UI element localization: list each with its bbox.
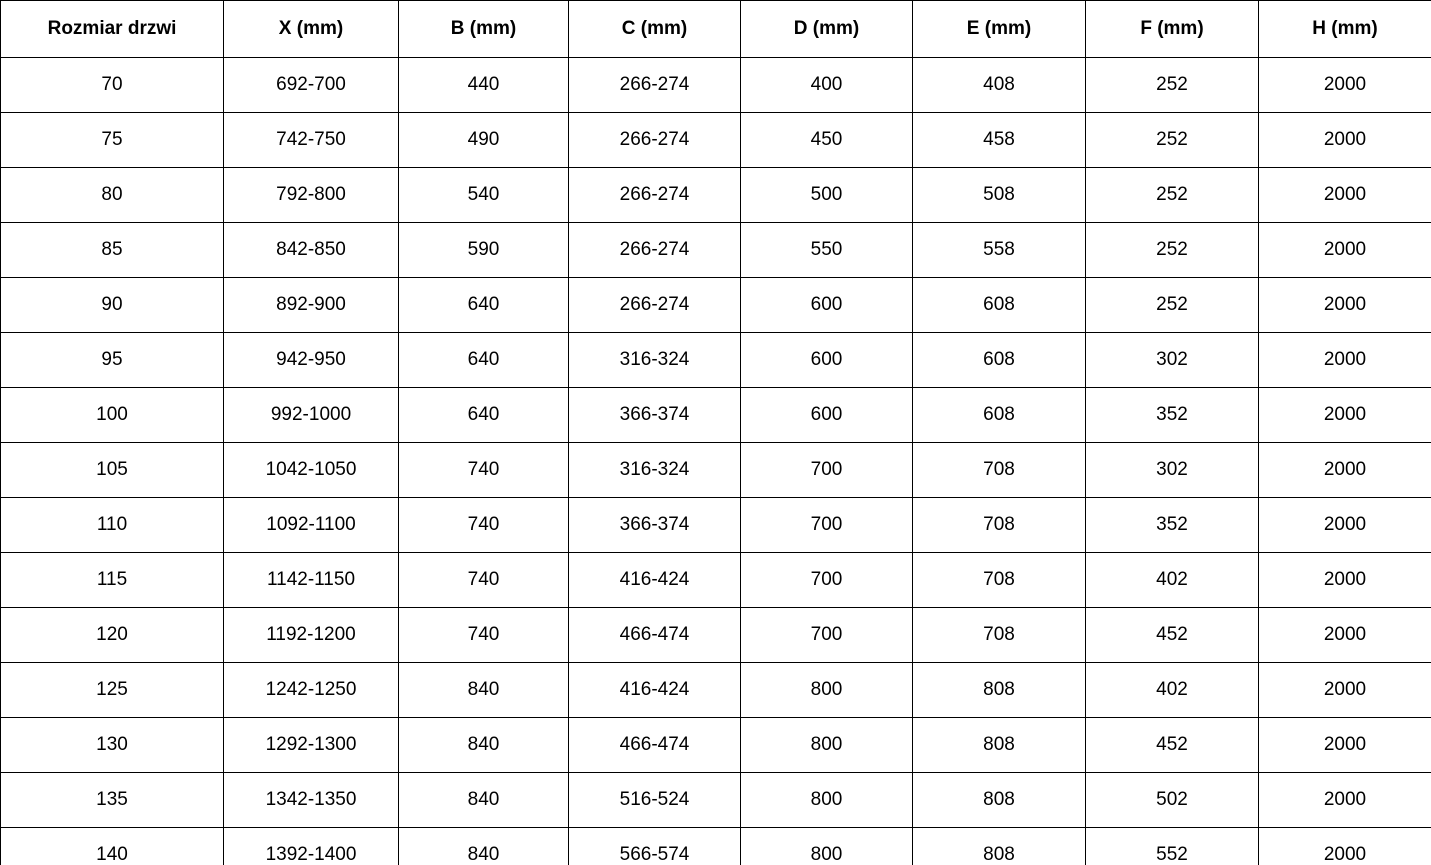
cell-e: 708 bbox=[913, 553, 1086, 608]
cell-door-size: 120 bbox=[1, 608, 224, 663]
cell-door-size: 70 bbox=[1, 58, 224, 113]
cell-c: 466-474 bbox=[569, 718, 741, 773]
cell-door-size: 90 bbox=[1, 278, 224, 333]
cell-h: 2000 bbox=[1259, 58, 1431, 113]
table-header-row bbox=[1, 1, 1431, 58]
table-row bbox=[1, 553, 1431, 608]
cell-b: 740 bbox=[399, 443, 569, 498]
cell-d: 450 bbox=[741, 113, 913, 168]
cell-f: 302 bbox=[1086, 333, 1259, 388]
cell-f: 452 bbox=[1086, 718, 1259, 773]
column-header-f: F (mm) bbox=[1086, 1, 1259, 58]
cell-door-size: 135 bbox=[1, 773, 224, 828]
cell-b: 840 bbox=[399, 718, 569, 773]
cell-c: 366-374 bbox=[569, 498, 741, 553]
cell-h: 2000 bbox=[1259, 168, 1431, 223]
cell-door-size: 105 bbox=[1, 443, 224, 498]
cell-h: 2000 bbox=[1259, 113, 1431, 168]
cell-f: 502 bbox=[1086, 773, 1259, 828]
cell-x: 892-900 bbox=[224, 278, 399, 333]
cell-h: 2000 bbox=[1259, 553, 1431, 608]
cell-b: 840 bbox=[399, 773, 569, 828]
cell-d: 600 bbox=[741, 388, 913, 443]
cell-c: 416-424 bbox=[569, 663, 741, 718]
cell-d: 600 bbox=[741, 333, 913, 388]
cell-d: 700 bbox=[741, 498, 913, 553]
table-row bbox=[1, 113, 1431, 168]
table-row bbox=[1, 388, 1431, 443]
cell-door-size: 130 bbox=[1, 718, 224, 773]
cell-c: 366-374 bbox=[569, 388, 741, 443]
cell-c: 266-274 bbox=[569, 223, 741, 278]
cell-e: 458 bbox=[913, 113, 1086, 168]
cell-x: 1092-1100 bbox=[224, 498, 399, 553]
cell-f: 252 bbox=[1086, 278, 1259, 333]
cell-b: 740 bbox=[399, 608, 569, 663]
cell-x: 1192-1200 bbox=[224, 608, 399, 663]
column-header-d: D (mm) bbox=[741, 1, 913, 58]
cell-b: 640 bbox=[399, 333, 569, 388]
cell-door-size: 80 bbox=[1, 168, 224, 223]
cell-b: 840 bbox=[399, 663, 569, 718]
cell-h: 2000 bbox=[1259, 718, 1431, 773]
cell-f: 402 bbox=[1086, 663, 1259, 718]
cell-f: 252 bbox=[1086, 168, 1259, 223]
cell-h: 2000 bbox=[1259, 828, 1431, 865]
cell-door-size: 100 bbox=[1, 388, 224, 443]
cell-h: 2000 bbox=[1259, 388, 1431, 443]
cell-h: 2000 bbox=[1259, 278, 1431, 333]
cell-door-size: 85 bbox=[1, 223, 224, 278]
cell-e: 808 bbox=[913, 828, 1086, 865]
cell-x: 742-750 bbox=[224, 113, 399, 168]
cell-h: 2000 bbox=[1259, 223, 1431, 278]
cell-e: 608 bbox=[913, 278, 1086, 333]
column-header-door-size: Rozmiar drzwi bbox=[1, 1, 224, 58]
cell-e: 608 bbox=[913, 388, 1086, 443]
column-header-c: C (mm) bbox=[569, 1, 741, 58]
cell-x: 1242-1250 bbox=[224, 663, 399, 718]
cell-e: 808 bbox=[913, 718, 1086, 773]
cell-e: 708 bbox=[913, 443, 1086, 498]
cell-c: 266-274 bbox=[569, 113, 741, 168]
cell-f: 352 bbox=[1086, 498, 1259, 553]
table-row bbox=[1, 443, 1431, 498]
cell-door-size: 140 bbox=[1, 828, 224, 865]
cell-c: 266-274 bbox=[569, 278, 741, 333]
table-row bbox=[1, 333, 1431, 388]
cell-d: 700 bbox=[741, 443, 913, 498]
cell-x: 1342-1350 bbox=[224, 773, 399, 828]
cell-h: 2000 bbox=[1259, 333, 1431, 388]
cell-b: 740 bbox=[399, 498, 569, 553]
table-row bbox=[1, 718, 1431, 773]
cell-d: 500 bbox=[741, 168, 913, 223]
cell-x: 792-800 bbox=[224, 168, 399, 223]
cell-f: 252 bbox=[1086, 113, 1259, 168]
cell-d: 600 bbox=[741, 278, 913, 333]
cell-b: 440 bbox=[399, 58, 569, 113]
cell-b: 590 bbox=[399, 223, 569, 278]
cell-door-size: 95 bbox=[1, 333, 224, 388]
cell-h: 2000 bbox=[1259, 498, 1431, 553]
cell-b: 540 bbox=[399, 168, 569, 223]
table-row bbox=[1, 498, 1431, 553]
cell-e: 808 bbox=[913, 773, 1086, 828]
table-row bbox=[1, 608, 1431, 663]
cell-d: 700 bbox=[741, 553, 913, 608]
cell-b: 840 bbox=[399, 828, 569, 865]
cell-c: 266-274 bbox=[569, 58, 741, 113]
cell-d: 800 bbox=[741, 663, 913, 718]
cell-door-size: 125 bbox=[1, 663, 224, 718]
cell-e: 558 bbox=[913, 223, 1086, 278]
table-row bbox=[1, 828, 1431, 865]
cell-b: 740 bbox=[399, 553, 569, 608]
cell-e: 508 bbox=[913, 168, 1086, 223]
cell-b: 490 bbox=[399, 113, 569, 168]
cell-e: 608 bbox=[913, 333, 1086, 388]
cell-e: 408 bbox=[913, 58, 1086, 113]
cell-c: 316-324 bbox=[569, 443, 741, 498]
cell-f: 352 bbox=[1086, 388, 1259, 443]
cell-c: 416-424 bbox=[569, 553, 741, 608]
cell-c: 466-474 bbox=[569, 608, 741, 663]
cell-x: 992-1000 bbox=[224, 388, 399, 443]
cell-f: 452 bbox=[1086, 608, 1259, 663]
cell-x: 1042-1050 bbox=[224, 443, 399, 498]
cell-c: 516-524 bbox=[569, 773, 741, 828]
cell-x: 1392-1400 bbox=[224, 828, 399, 865]
cell-e: 808 bbox=[913, 663, 1086, 718]
column-header-x: X (mm) bbox=[224, 1, 399, 58]
cell-d: 400 bbox=[741, 58, 913, 113]
cell-d: 800 bbox=[741, 773, 913, 828]
cell-c: 566-574 bbox=[569, 828, 741, 865]
cell-x: 842-850 bbox=[224, 223, 399, 278]
cell-c: 316-324 bbox=[569, 333, 741, 388]
cell-f: 252 bbox=[1086, 58, 1259, 113]
table-row bbox=[1, 58, 1431, 113]
cell-b: 640 bbox=[399, 278, 569, 333]
column-header-h: H (mm) bbox=[1259, 1, 1431, 58]
cell-h: 2000 bbox=[1259, 663, 1431, 718]
cell-f: 402 bbox=[1086, 553, 1259, 608]
cell-h: 2000 bbox=[1259, 773, 1431, 828]
table-row bbox=[1, 168, 1431, 223]
cell-f: 252 bbox=[1086, 223, 1259, 278]
cell-f: 302 bbox=[1086, 443, 1259, 498]
table-row bbox=[1, 663, 1431, 718]
cell-d: 800 bbox=[741, 828, 913, 865]
cell-x: 1142-1150 bbox=[224, 553, 399, 608]
cell-x: 692-700 bbox=[224, 58, 399, 113]
cell-x: 942-950 bbox=[224, 333, 399, 388]
cell-c: 266-274 bbox=[569, 168, 741, 223]
table-body bbox=[1, 58, 1431, 865]
column-header-e: E (mm) bbox=[913, 1, 1086, 58]
cell-door-size: 115 bbox=[1, 553, 224, 608]
cell-f: 552 bbox=[1086, 828, 1259, 865]
cell-e: 708 bbox=[913, 608, 1086, 663]
table-row bbox=[1, 278, 1431, 333]
cell-door-size: 75 bbox=[1, 113, 224, 168]
table-header bbox=[1, 1, 1431, 58]
cell-h: 2000 bbox=[1259, 443, 1431, 498]
cell-d: 700 bbox=[741, 608, 913, 663]
cell-h: 2000 bbox=[1259, 608, 1431, 663]
cell-e: 708 bbox=[913, 498, 1086, 553]
column-header-b: B (mm) bbox=[399, 1, 569, 58]
cell-x: 1292-1300 bbox=[224, 718, 399, 773]
cell-d: 550 bbox=[741, 223, 913, 278]
table-row bbox=[1, 223, 1431, 278]
cell-door-size: 110 bbox=[1, 498, 224, 553]
cell-d: 800 bbox=[741, 718, 913, 773]
cell-b: 640 bbox=[399, 388, 569, 443]
table-row bbox=[1, 773, 1431, 828]
